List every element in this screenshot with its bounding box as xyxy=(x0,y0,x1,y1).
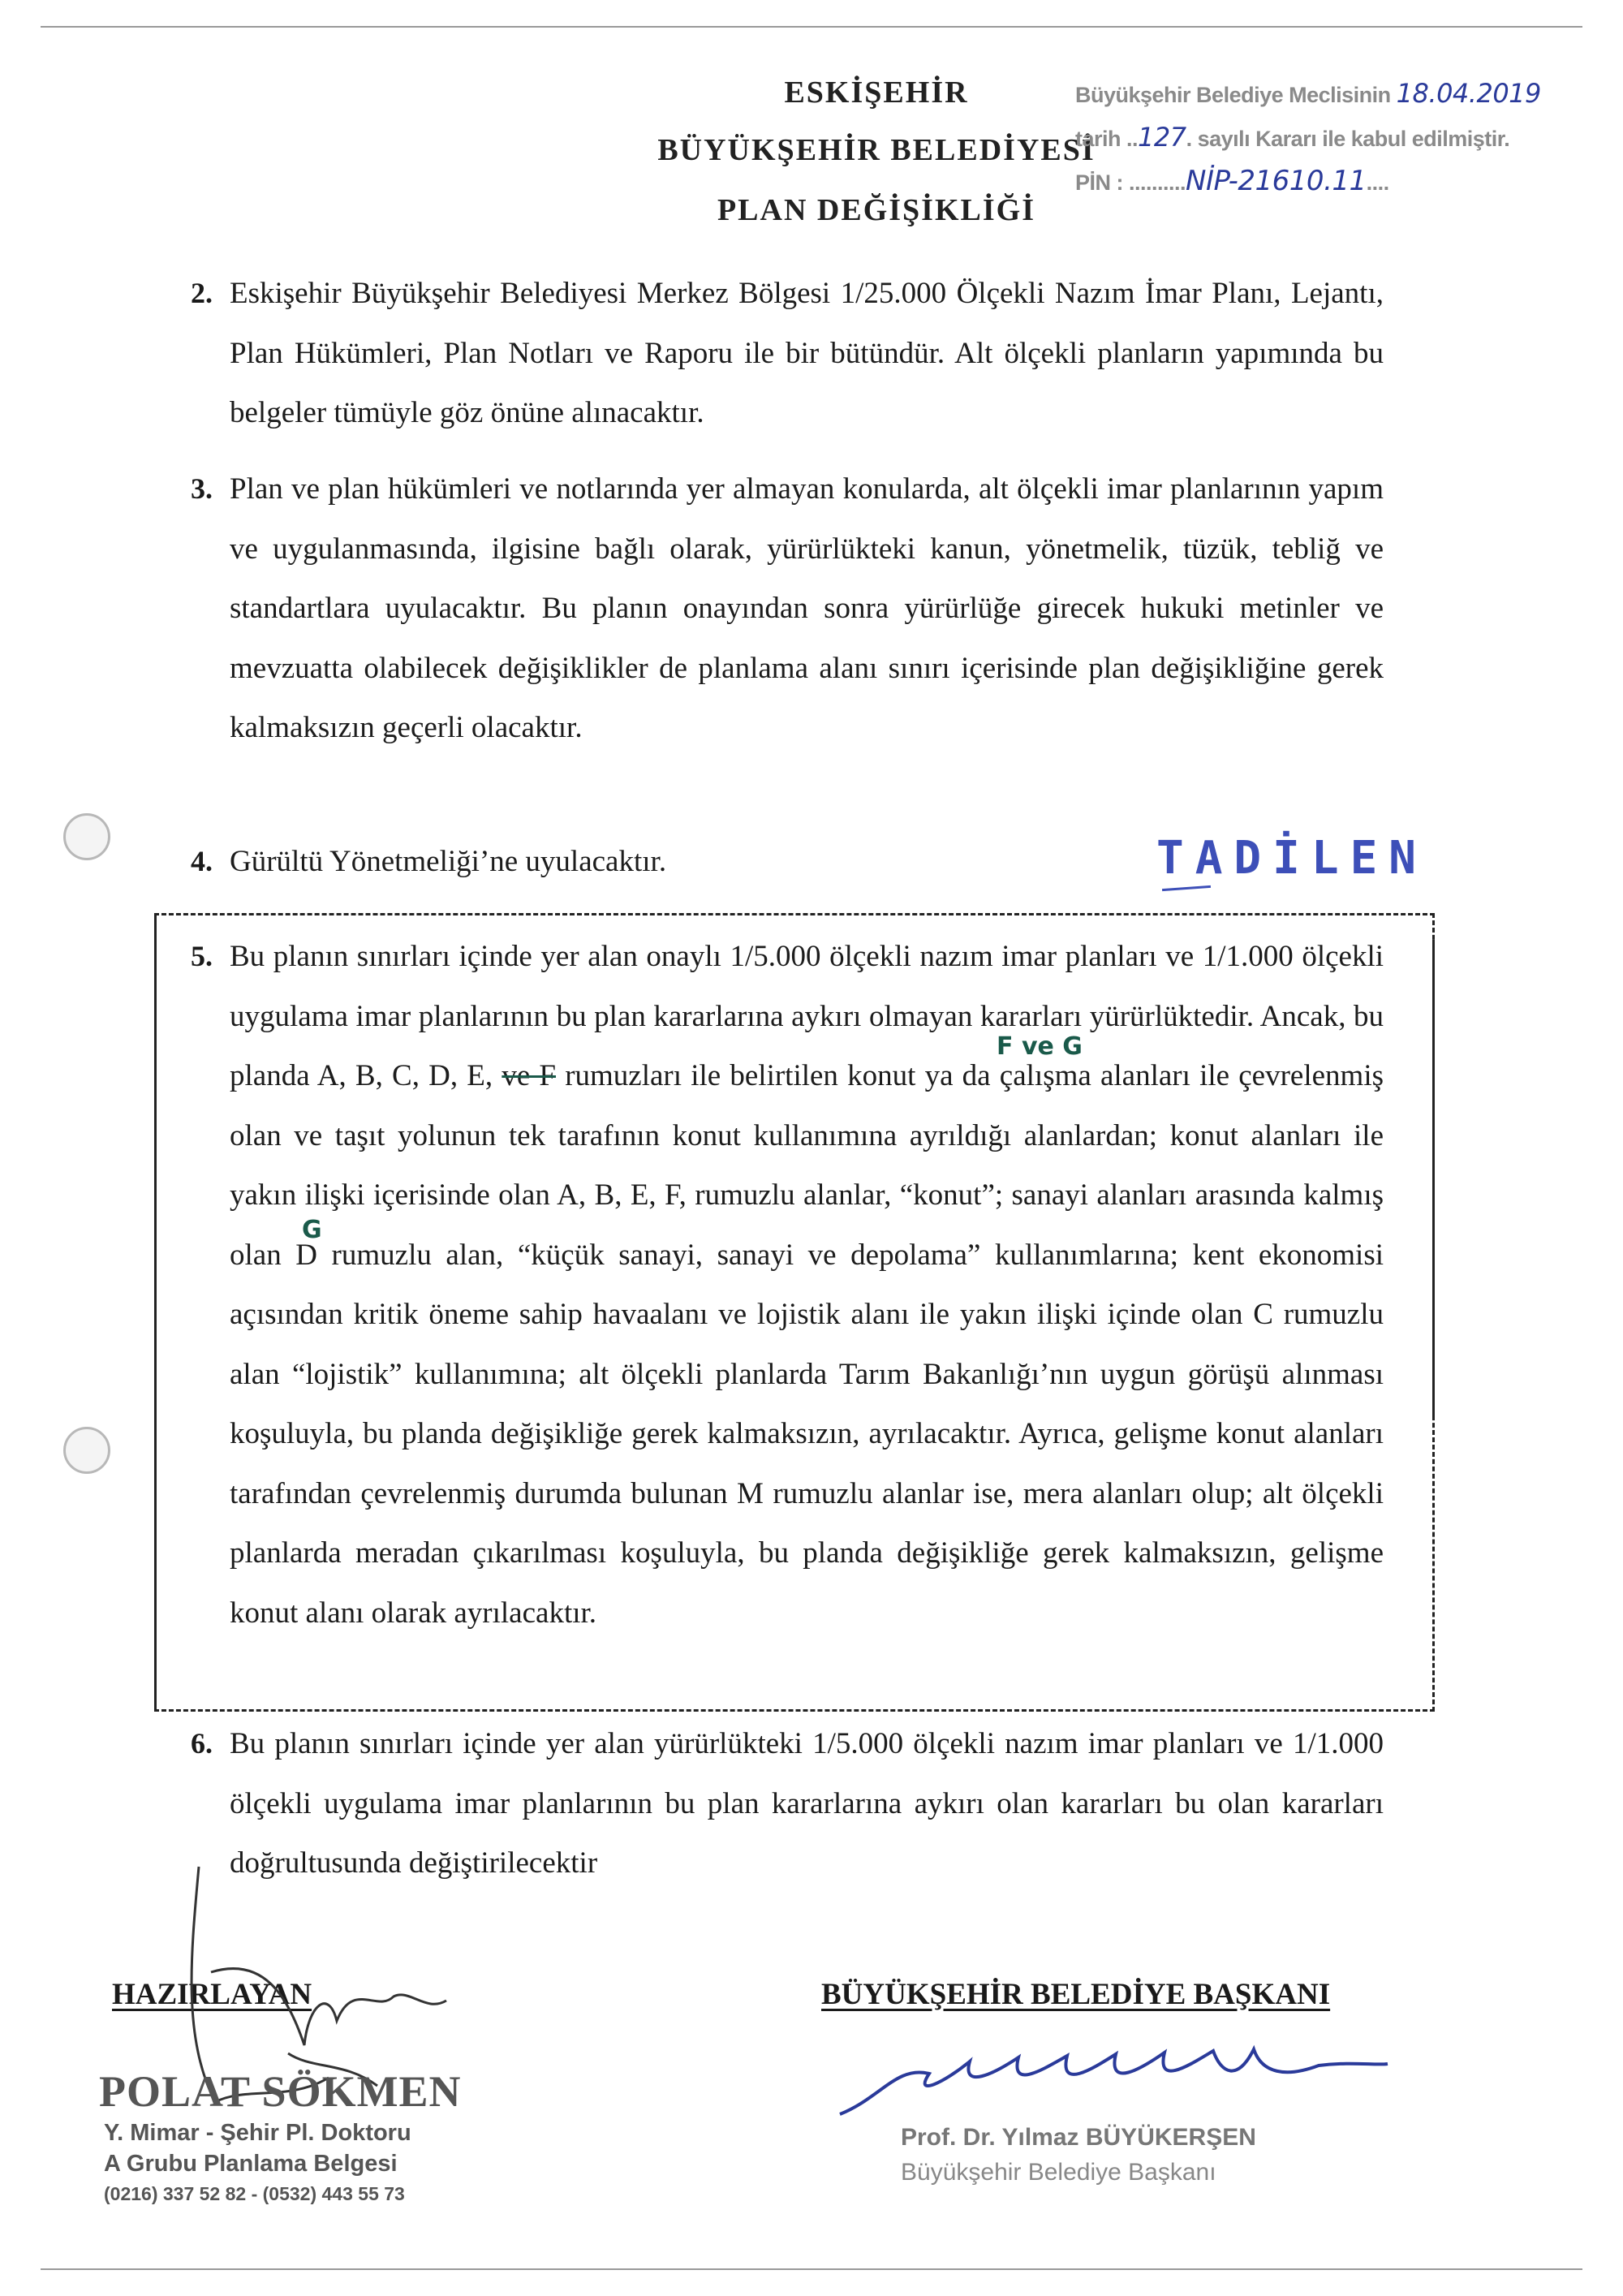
item-text-part-1: Bu planın sınırları içinde yer alan onaylı 1/5.000 ölçekli nazım imar planları ve 1/1.000 ölçekli uygulama imar planlarının bu plan kararlarına aykırı olmayan kararları yürürlüktedir. Ancak, bu planda A, B, C, D, E, xyxy=(230,940,1384,1092)
approval-date: 18.04.2019 xyxy=(1396,78,1541,109)
item-number: 6. xyxy=(191,1727,213,1760)
item-number: 4. xyxy=(191,845,213,877)
header-city: ESKİŞEHİR xyxy=(784,75,969,110)
bottom-rule xyxy=(41,2268,1582,2270)
plan-note-3 xyxy=(191,459,1384,758)
item-text-part-2: rumuzları ile belirtilen konut ya da çalışma alanları ile çevrelenmiş olan ve taşıt yolunun tek tarafının konut kullanımına ayrıldığı alanlardan; konut alanları ile yakın ilişki içerisinde olan A, B, E, F, rumuzlu alanlar, “konut”; sanayi alanları arasında kalmış olan D rumuzlu alan, “küçük sanayi, sanayi ve depolama” kullanımlarına; kent ekonomisi açısından kritik öneme sahip havaalanı ve lojistik alanı ile yakın ilişki içinde olan C rumuzlu alan “lojistik” kullanımına; alt ölçekli planlarda Tarım Bakanlığı’nın uygun görüşü alınması koşuluyla, bu planda değişikliğe gerek kalmaksızın, ayrılacaktır. Ayrıca, gelişme konut alanları tarafından çevrelenmiş durumda bulunan M rumuzlu alanlar ise, mera alanları olup; alt ölçekli planlarda meradan çıkarılması koşuluyla, bu planda değişikliğe gerek kalmaksızın, gelişme konut alanı olarak ayrılacaktır. xyxy=(230,1059,1384,1630)
preparer-stamp-phone: (0216) 337 52 82 - (0532) 443 55 73 xyxy=(104,2183,405,2204)
preparer-stamp-title: Y. Mimar - Şehir Pl. Doktoru xyxy=(104,2120,411,2146)
plan-note-5 xyxy=(191,927,1384,1643)
amendment-box-edge xyxy=(154,915,157,1709)
mayor-name: Prof. Dr. Yılmaz BÜYÜKERŞEN xyxy=(901,2124,1256,2151)
preparer-stamp-name: POLAT SÖKMEN xyxy=(99,2067,462,2116)
mayor-title: Büyükşehir Belediye Başkanı xyxy=(901,2159,1216,2186)
top-rule xyxy=(41,26,1582,28)
handwritten-insert-g: G xyxy=(302,1216,322,1244)
approval-stamp-line-3 xyxy=(1075,165,1389,197)
approval-stamp-prefix: Büyükşehir Belediye Meclisinin xyxy=(1075,83,1391,107)
item-text xyxy=(230,927,1384,1643)
item-text: Gürültü Yönetmeliği’ne uyulacaktır. xyxy=(230,845,667,878)
struck-text: ve F xyxy=(502,1059,557,1092)
approval-stamp-suffix: . sayılı Kararı ile kabul edilmiştir. xyxy=(1186,127,1510,151)
decision-number: 127 xyxy=(1138,122,1186,153)
mayor-heading: BÜYÜKŞEHİR BELEDİYE BAŞKANI xyxy=(821,1978,1331,2011)
item-number: 2. xyxy=(191,277,213,309)
pin-dots: .... xyxy=(1366,170,1389,195)
pin-label: PİN : .......... xyxy=(1075,170,1186,195)
item-text: Plan ve plan hükümleri ve notlarında yer almayan konularda, alt ölçekli imar planlarının yapım ve uygulanmasında, ilgisine bağlı olarak, yürürlükteki kanun, yönetmelik, tüzük, tebliğ ve standartlara uyulacaktır. Bu planın onayından sonra yürürlüğe girecek hukuki metinler ve mevzuatta olabilecek değişiklikler de planlama alanı sınırı içerisinde plan değişikliğine gerek kalmaksızın geçerli olacaktır. xyxy=(230,472,1384,744)
plan-note-2 xyxy=(191,264,1384,443)
punch-hole-icon xyxy=(63,1427,110,1474)
item-text: Bu planın sınırları içinde yer alan yürürlükteki 1/5.000 ölçekli nazım imar planları ve 1/1.000 ölçekli uygulama imar planlarının bu plan kararlarına aykırı olan kararları bu olan kararları doğrultusunda değiştirilecektir xyxy=(230,1727,1384,1880)
approval-stamp-line-1 xyxy=(1075,78,1541,109)
punch-hole-icon xyxy=(63,813,110,860)
preparer-stamp-certificate: A Grubu Planlama Belgesi xyxy=(104,2151,398,2177)
item-text: Eskişehir Büyükşehir Belediyesi Merkez Bölgesi 1/25.000 Ölçekli Nazım İmar Planı, Lejantı, Plan Hükümleri, Plan Notları ve Raporu ile bir bütündür. Alt ölçekli planların yapımında bu belgeler tümüyle göz önüne alınacaktır. xyxy=(230,277,1384,429)
prepared-by-heading: HAZIRLAYAN xyxy=(112,1978,312,2011)
amendment-box-edge xyxy=(1432,940,1435,1416)
item-number: 5. xyxy=(191,940,213,972)
header-subject: PLAN DEĞİŞİKLİĞİ xyxy=(717,193,1036,227)
mayor-signature-icon xyxy=(832,2033,1392,2130)
header-institution: BÜYÜKŞEHİR BELEDİYESİ xyxy=(657,133,1096,167)
tadilen-stamp: TADİLEN xyxy=(1156,832,1428,885)
handwritten-insert-f-ve-g: F ve G xyxy=(997,1032,1083,1061)
pin-value: NİP-21610.11 xyxy=(1186,165,1367,197)
approval-stamp-line-2 xyxy=(1075,122,1509,153)
approval-stamp-prefix: tarih .. xyxy=(1075,127,1139,151)
item-number: 3. xyxy=(191,472,213,505)
